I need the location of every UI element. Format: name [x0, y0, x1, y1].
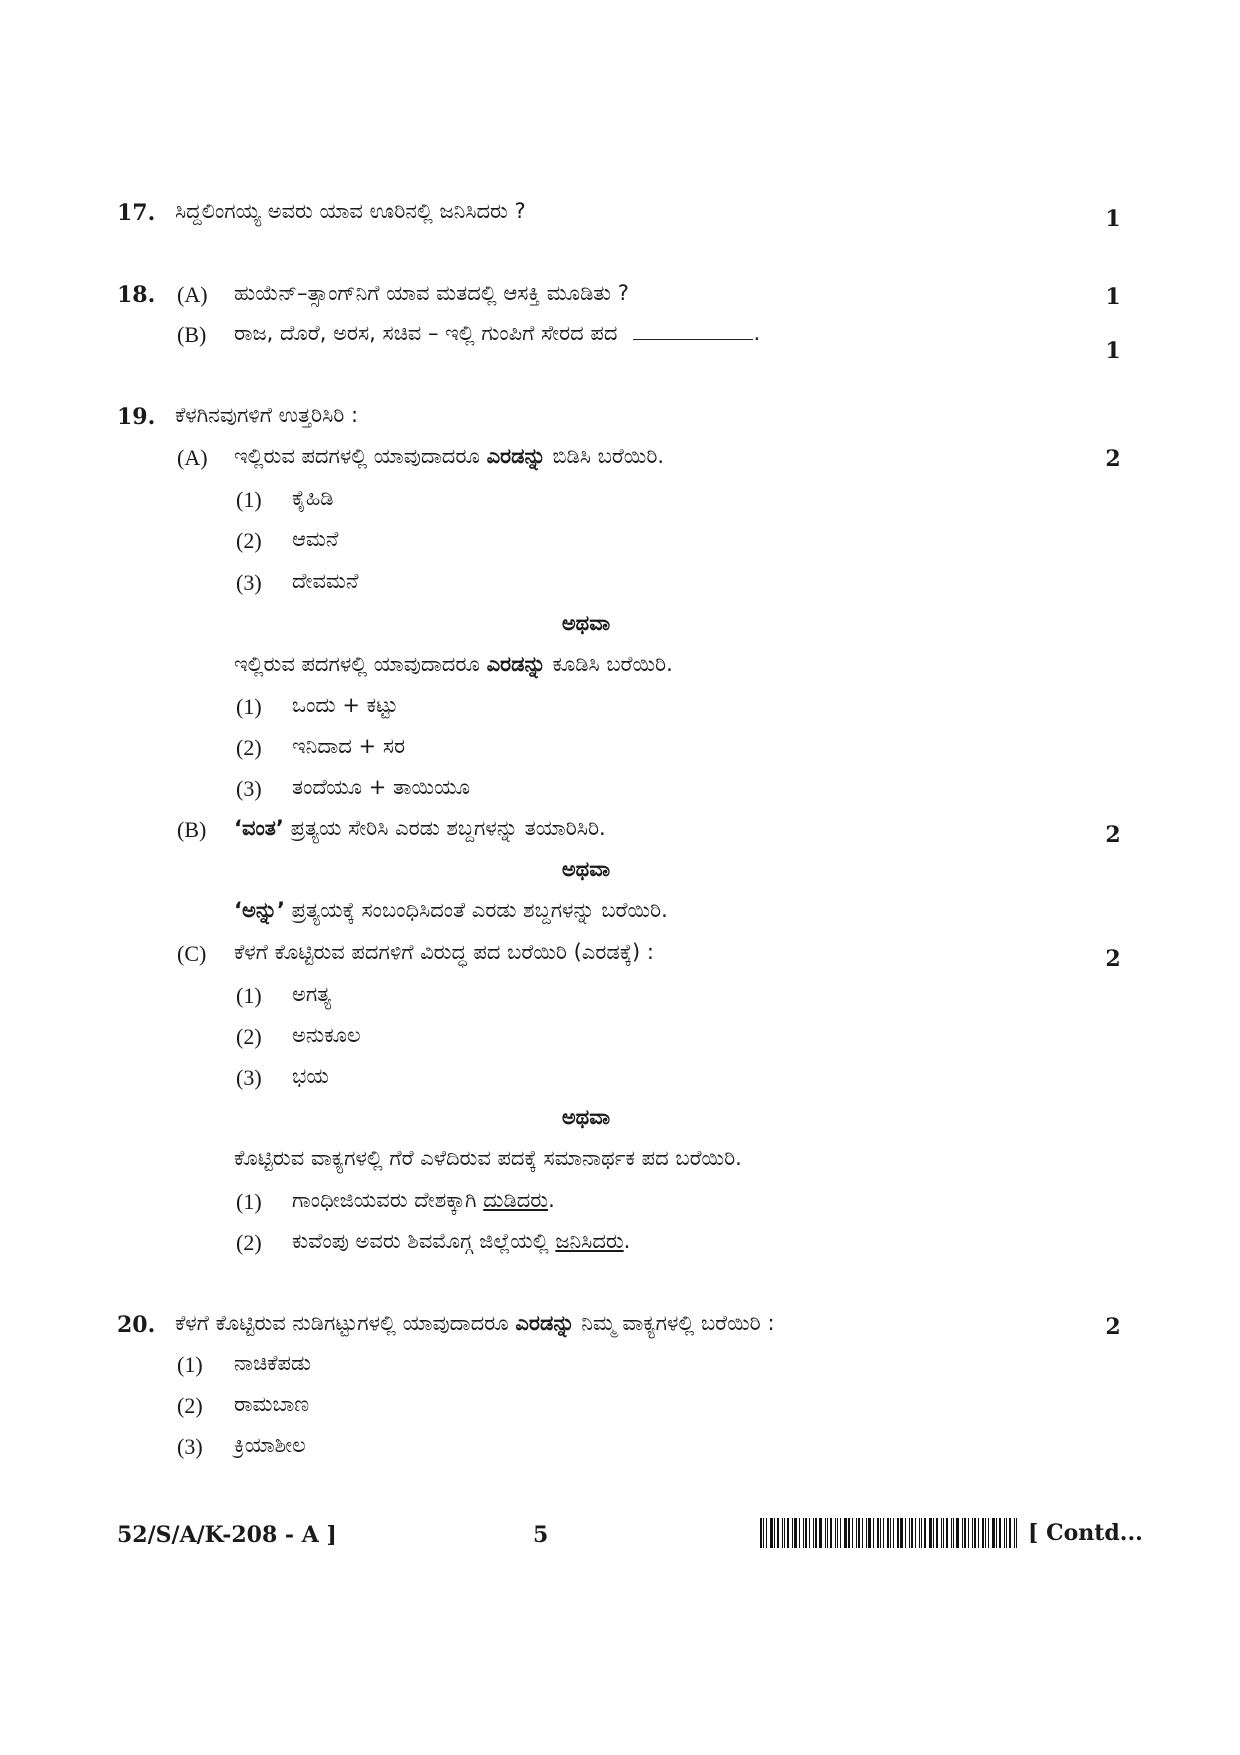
barcode-bar [936, 1518, 938, 1548]
underlined-word: ದುಡಿದರು [483, 1188, 549, 1212]
barcode-bar [844, 1518, 847, 1548]
barcode-bar [964, 1518, 966, 1548]
barcode-bar [856, 1518, 857, 1548]
emphasis: ಎರಡನ್ನು [486, 652, 546, 676]
item-text: ದೇವಮನೆ [292, 569, 359, 593]
barcode-bar [848, 1518, 850, 1548]
text-part: ಪ್ರತ್ಯಯಕ್ಕೆ ಸಂಬಂಧಿಸಿದಂತೆ ಎರಡು ಶಬ್ದಗಳನ್ನು ಬರೆಯಿರಿ. [291, 898, 668, 922]
emphasis: ಎರಡನ್ನು [515, 1311, 575, 1335]
text-part: ಕೂಡಿಸಿ ಬರೆಯಿರಿ. [552, 652, 673, 676]
marks: 2 [1105, 946, 1121, 972]
barcode-bar [929, 1518, 932, 1548]
item-number: (2) [177, 1393, 203, 1418]
barcode-bar [815, 1518, 817, 1548]
question-text: ಹುಯೆನ್‌–ತ್ಸಾಂಗ್‌ನಿಗೆ ಯಾವ ಮತದಲ್ಲಿ ಆಸಕ್ತಿ ಮೂಡಿತು ? [234, 281, 629, 305]
barcode-bar [946, 1518, 948, 1548]
item-number: (1) [236, 983, 262, 1008]
subpart-label: (B) [177, 817, 207, 842]
question-number: 19. [117, 404, 156, 430]
barcode-bar [972, 1518, 973, 1548]
barcode-bar [813, 1518, 814, 1548]
item-number: (1) [236, 1189, 262, 1214]
question-text [234, 321, 760, 346]
barcode-bar [968, 1518, 969, 1548]
barcode-bar [924, 1518, 926, 1548]
question-number: 17. [117, 200, 156, 226]
barcode-bar [941, 1518, 942, 1548]
barcode-bar [763, 1518, 764, 1548]
item-number: (2) [236, 1024, 262, 1049]
item-number: (1) [177, 1352, 203, 1377]
item-text: ಅನುಕೂಲ [292, 1023, 361, 1047]
or-divider: ಅಥವಾ [561, 857, 611, 881]
sentence-end: . [548, 1188, 555, 1212]
item-text: ರಾಮಬಾಣ [234, 1392, 310, 1416]
barcode-bar [893, 1518, 894, 1548]
barcode-bar [862, 1518, 863, 1548]
alternate-question-text: ಕೊಟ್ಟಿರುವ ವಾಕ್ಯಗಳಲ್ಲಿ ಗೆರೆ ಎಳೆದಿರುವ ಪದಕ್ಕೆ ಸಮಾನಾರ್ಥಕ ಪದ ಬರೆಯಿರಿ. [234, 1146, 742, 1170]
barcode-bar [887, 1518, 889, 1548]
barcode-bar [840, 1518, 841, 1548]
barcode-bar [1004, 1518, 1005, 1548]
barcode [760, 1518, 1022, 1548]
text-part: ನಿಮ್ಮ ವಾಕ್ಯಗಳಲ್ಲಿ ಬರೆಯಿರಿ : [581, 1311, 775, 1335]
text-part: ಇಲ್ಲಿರುವ ಪದಗಳಲ್ಲಿ ಯಾವುದಾದರೂ [234, 444, 480, 468]
barcode-bar [792, 1518, 793, 1548]
question-text [234, 444, 664, 469]
alternate-question-text [234, 652, 673, 677]
barcode-bar [978, 1518, 979, 1548]
item-text: ಕ್ರಿಯಾಶೀಲ [234, 1433, 306, 1457]
barcode-bar [962, 1518, 963, 1548]
barcode-bar [900, 1518, 903, 1548]
or-divider: ಅಥವಾ [561, 1105, 611, 1129]
barcode-bar [819, 1518, 822, 1548]
alternate-question-text [234, 898, 668, 923]
barcode-bar [921, 1518, 922, 1548]
question-intro: ಕೆಳಗಿನವುಗಳಿಗೆ ಉತ್ತರಿಸಿರಿ : [175, 403, 359, 427]
barcode-bar [909, 1518, 910, 1548]
barcode-bar [933, 1518, 934, 1548]
item-number: (2) [236, 1230, 262, 1255]
item-text: ತಂದೆಯೂ + ತಾಯಿಯೂ [292, 775, 470, 799]
barcode-bar [787, 1518, 789, 1548]
barcode-bar [992, 1518, 995, 1548]
barcode-bar [985, 1518, 986, 1548]
item-number: (2) [236, 735, 262, 760]
question-text: ಕೆಳಗೆ ಕೊಟ್ಟಿರುವ ಪದಗಳಿಗೆ ವಿರುದ್ಧ ಪದ ಬರೆಯಿರಿ (ಎರಡಕ್ಕೆ) : [234, 940, 654, 964]
barcode-bar [774, 1518, 775, 1548]
text-part: ಬಿಡಿಸಿ ಬರೆಯಿರಿ. [552, 444, 665, 468]
emphasis: ‘ಅನ್ನು’ [234, 898, 285, 922]
item-number: (3) [236, 776, 262, 801]
item-text: ಭಯ [292, 1064, 329, 1088]
item-number: (2) [236, 528, 262, 553]
barcode-bar [915, 1518, 916, 1548]
barcode-bar [951, 1518, 952, 1548]
text-part: ಪ್ರತ್ಯಯ ಸೇರಿಸಿ ಎರಡು ಶಬ್ದಗಳನ್ನು ತಯಾರಿಸಿರಿ. [290, 816, 606, 840]
item-text: ಅಗತ್ಯ [292, 982, 332, 1006]
barcode-bar [956, 1518, 959, 1548]
subpart-label: (B) [177, 322, 207, 347]
item-number: (3) [236, 1065, 262, 1090]
barcode-bar [877, 1518, 879, 1548]
item-text: ಒಂದು + ಕಟ್ಟು [292, 693, 398, 717]
subpart-label: (C) [177, 941, 207, 966]
item-text: ಆಮನೆ [292, 527, 339, 551]
barcode-bar [770, 1518, 773, 1548]
barcode-bar [809, 1518, 810, 1548]
barcode-bar [827, 1518, 828, 1548]
barcode-bar [1014, 1518, 1015, 1548]
barcode-bar [996, 1518, 997, 1548]
text-part: ಗಾಂಧೀಜಿಯವರು ದೇಶಕ್ಕಾಗಿ [292, 1188, 477, 1212]
item-number: (3) [177, 1434, 203, 1459]
barcode-bar [835, 1518, 836, 1548]
barcode-bar [803, 1518, 804, 1548]
barcode-bar [873, 1518, 874, 1548]
subpart-label: (A) [177, 445, 208, 470]
page-number: 5 [533, 1522, 549, 1548]
sentence-end: . [623, 1229, 631, 1253]
continued-label: [ Contd... [1028, 1520, 1143, 1546]
barcode-bar [799, 1518, 800, 1548]
barcode-bar [880, 1518, 881, 1548]
text-part: ಕುವೆಂಪು ಅವರು ಶಿವಮೊಗ್ಗ ಜಿಲ್ಲೆಯಲ್ಲಿ [292, 1229, 549, 1253]
barcode-bar [982, 1518, 984, 1548]
item-text: ಕೈಹಿಡಿ [292, 486, 334, 510]
marks: 1 [1105, 284, 1121, 310]
marks: 1 [1105, 338, 1121, 364]
barcode-bar [837, 1518, 838, 1548]
marks: 1 [1105, 206, 1121, 232]
barcode-bar [866, 1518, 867, 1548]
sentence-end: . [753, 321, 761, 345]
barcode-bar [919, 1518, 920, 1548]
barcode-bar [1009, 1518, 1011, 1548]
barcode-bar [988, 1518, 989, 1548]
question-text [175, 1311, 775, 1336]
barcode-bar [766, 1518, 767, 1548]
item-number: (1) [236, 694, 262, 719]
barcode-bar [911, 1518, 913, 1548]
barcode-bar [883, 1518, 884, 1548]
barcode-bar [943, 1518, 944, 1548]
barcode-bar [890, 1518, 891, 1548]
emphasis: ‘ವಂತ’ [234, 816, 284, 840]
barcode-bar [782, 1518, 783, 1548]
text-part: ಇಲ್ಲಿರುವ ಪದಗಳಲ್ಲಿ ಯಾವುದಾದರೂ [234, 652, 480, 676]
item-text: ನಾಚಿಕೆಪಡು [234, 1351, 312, 1375]
barcode-bar [897, 1518, 899, 1548]
barcode-bar [830, 1518, 832, 1548]
paper-code: 52/S/A/K-208 - A ] [117, 1522, 337, 1548]
barcode-bar [858, 1518, 860, 1548]
barcode-bar [868, 1518, 871, 1548]
barcode-bar [953, 1518, 954, 1548]
answer-blank [633, 321, 753, 340]
question-number: 20. [117, 1312, 156, 1338]
marks: 2 [1105, 822, 1121, 848]
marks: 2 [1105, 446, 1121, 472]
item-number: (1) [236, 487, 262, 512]
emphasis: ಎರಡನ್ನು [486, 444, 546, 468]
item-text [292, 1188, 555, 1213]
barcode-bar [825, 1518, 826, 1548]
underlined-word: ಜನಿಸಿದರು [555, 1229, 624, 1253]
subpart-label: (A) [177, 282, 208, 307]
barcode-bar [1006, 1518, 1007, 1548]
barcode-bar [999, 1518, 1001, 1548]
barcode-bar [777, 1518, 779, 1548]
barcode-bar [852, 1518, 853, 1548]
question-text: ಸಿದ್ದಲಿಂಗಯ್ಯ ಅವರು ಯಾವ ಊರಿನಲ್ಲಿ ಜನಿಸಿದರು ? [175, 199, 526, 223]
barcode-bar [784, 1518, 785, 1548]
barcode-bar [974, 1518, 976, 1548]
or-divider: ಅಥವಾ [561, 611, 611, 635]
marks: 2 [1105, 1314, 1121, 1340]
barcode-bar [905, 1518, 906, 1548]
question-text [234, 816, 606, 841]
barcode-bar [805, 1518, 807, 1548]
question-number: 18. [117, 282, 156, 308]
barcode-bar [1016, 1518, 1017, 1548]
item-text: ಇನಿದಾದ + ಸರ [292, 734, 406, 758]
item-text [292, 1229, 630, 1254]
barcode-bar [760, 1518, 762, 1548]
text-part: ಕೆಳಗೆ ಕೊಟ್ಟಿರುವ ನುಡಿಗಟ್ಟುಗಳಲ್ಲಿ ಯಾವುದಾದರೂ [175, 1311, 509, 1335]
barcode-bar [794, 1518, 797, 1548]
question-text-part: ರಾಜ, ದೊರೆ, ಅರಸ, ಸಚಿವ – ಇಲ್ಲಿ ಗುಂಪಿಗೆ ಸೇರದ ಪದ [234, 321, 618, 345]
item-number: (3) [236, 570, 262, 595]
